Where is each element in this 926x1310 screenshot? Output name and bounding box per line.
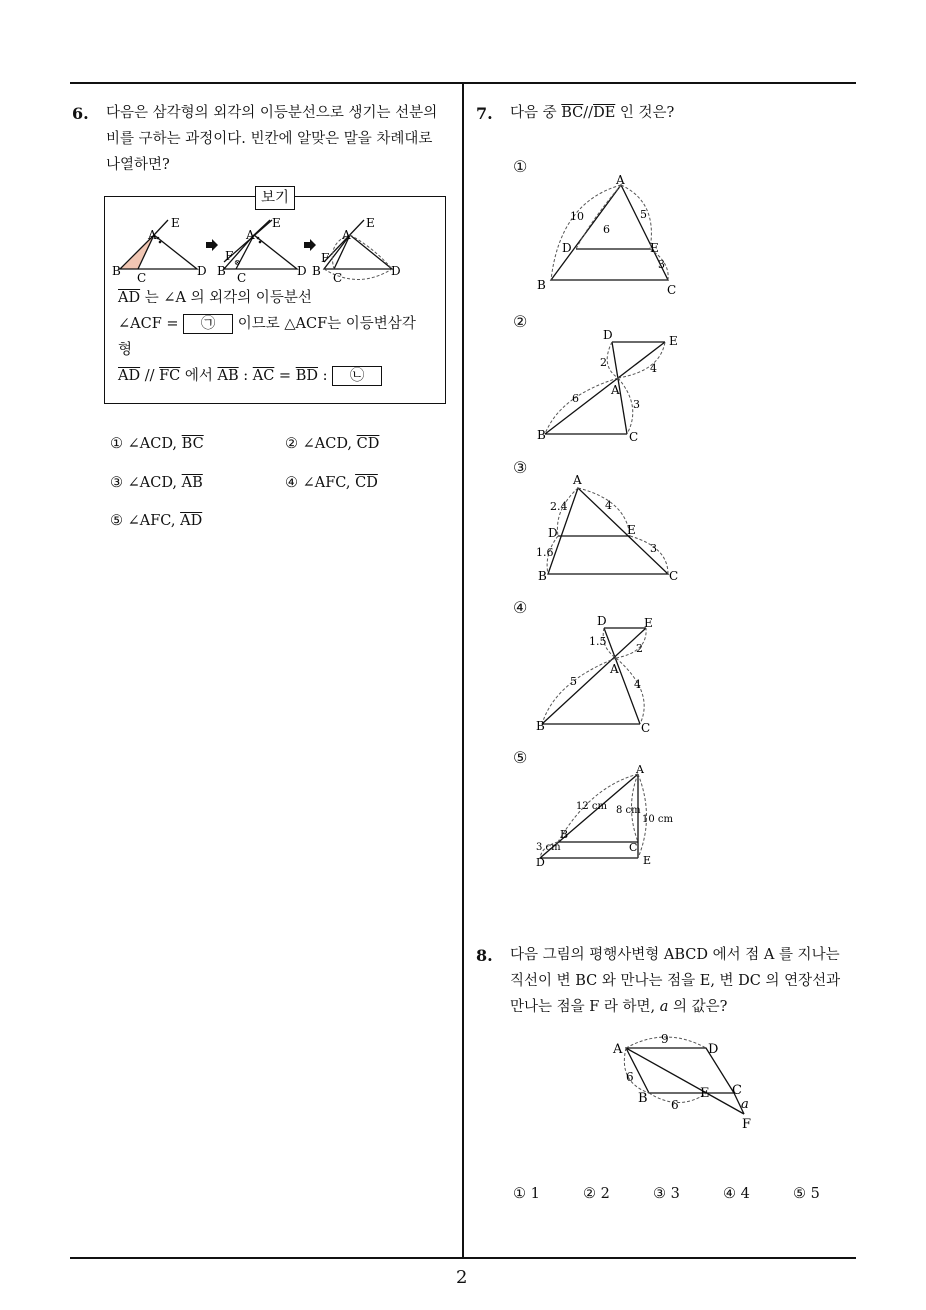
svg-text:D: D [603,328,613,342]
svg-text:E: E [650,241,659,255]
svg-text:1.5: 1.5 [589,635,607,648]
q6-choice-2[interactable]: ② ∠ACD, $\overline{CD}$ [285,436,380,452]
q6-number: 6. [72,104,89,123]
svg-text:B: B [536,719,545,733]
svg-text:2: 2 [636,642,643,655]
svg-text:3: 3 [633,398,640,411]
svg-text:B: B [112,264,121,278]
svg-text:B: B [537,428,546,442]
svg-text:A: A [610,662,619,676]
svg-text:E: E [669,334,678,348]
svg-text:D: D [536,856,545,869]
svg-text:E: E [272,216,281,230]
svg-text:8 cm: 8 cm [616,805,641,816]
svg-text:6: 6 [671,1098,679,1112]
q7-option-2-figure[interactable] [530,326,690,446]
svg-text:D: D [708,1042,719,1057]
svg-text:C: C [641,721,651,735]
q6-box-content [118,285,440,389]
svg-text:10: 10 [570,210,584,223]
q7-number: 7. [476,104,493,123]
svg-text:A: A [616,173,625,187]
q6-question-text [106,100,458,178]
svg-text:A: A [613,1042,623,1057]
q6-bisector-figure [112,212,412,284]
svg-text:E: E [627,523,636,537]
svg-text:D: D [548,526,558,540]
svg-text:4: 4 [605,499,612,512]
q8-choice-3[interactable]: ③ 3 [653,1186,680,1202]
svg-text:A: A [342,228,351,242]
svg-text:⊗: ⊗ [234,258,241,267]
svg-text:D: D [562,241,572,255]
q8-choice-1[interactable]: ① 1 [513,1186,540,1202]
svg-text:C: C [137,271,147,284]
arrow-right-icon [304,239,316,251]
svg-text:D: D [197,264,207,278]
svg-text:A: A [573,473,582,487]
svg-text:C: C [669,569,679,583]
svg-text:E: E [644,616,653,630]
svg-text:B: B [217,264,226,278]
q6-text-line3: 나열하면? [106,157,170,173]
svg-text:C: C [732,1083,742,1098]
q6-choice-4[interactable]: ④ ∠AFC, $\overline{CD}$ [285,475,378,491]
svg-text:3 cm: 3 cm [536,842,561,853]
svg-text:9: 9 [661,1032,669,1046]
q7-option-1-figure[interactable] [530,172,690,297]
svg-text:D: D [391,264,401,278]
svg-text:6: 6 [603,223,610,236]
q6-choice-3[interactable]: ③ ∠ACD, $\overline{AB}$ [110,475,203,491]
blank-2: ㉡ [332,366,382,386]
q6-text-line1: 다음은 삼각형의 외각의 이등분선으로 생기는 선분의 [106,105,438,121]
svg-text:E: E [366,216,375,230]
svg-text:C: C [667,283,677,297]
q6-box-line1: $\overline{AD}$ 는 ∠A 의 외각의 이등분선 [118,290,312,306]
svg-text:C: C [237,271,247,284]
svg-text:5: 5 [640,208,647,221]
q7-option-5-mark[interactable]: ⑤ [513,748,528,767]
svg-text:C: C [629,430,639,444]
q6-box-line4: $\overline{AD} // \overline{FC}$ 에서 $\overline{AB}$ : $\overline{AC} = \overline{BD}$ : ㉡ [118,363,440,389]
q7-option-2-mark[interactable]: ② [513,312,528,331]
q8-choice-4[interactable]: ④ 4 [723,1186,750,1202]
q8-choice-5[interactable]: ⑤ 5 [793,1186,820,1202]
svg-text:6: 6 [626,1070,634,1084]
q7-option-5-figure[interactable] [530,762,690,872]
svg-text:B: B [560,828,569,841]
q7-option-3-mark[interactable]: ③ [513,458,528,477]
q7-question-text: 다음 중 $\overline{BC}//\overline{DE}$ 인 것은? [510,105,675,121]
svg-text:a: a [741,1097,749,1112]
q6-choice-1[interactable]: ① ∠ACD, $\overline{BC}$ [110,436,204,452]
svg-text:B: B [538,569,547,583]
q7-option-4-mark[interactable]: ④ [513,598,528,617]
svg-text:5: 5 [570,675,577,688]
q6-choice-5[interactable]: ⑤ ∠AFC, $\overline{AD}$ [110,513,203,529]
svg-text:E: E [643,854,652,867]
svg-text:E: E [700,1086,710,1101]
svg-text:3: 3 [658,258,665,271]
svg-text:A: A [246,228,255,242]
svg-text:C: C [629,841,638,854]
svg-text:F: F [225,249,234,263]
svg-text:2.4: 2.4 [550,500,568,513]
svg-text:B: B [312,264,321,278]
svg-text:A: A [636,763,644,776]
blank-1: ㉠ [183,314,233,334]
q6-box-line3: 형 [118,342,133,358]
q8-choice-2[interactable]: ② 2 [583,1186,610,1202]
svg-text:10 cm: 10 cm [642,814,673,825]
svg-text:2: 2 [600,356,607,369]
q7-option-3-figure[interactable] [530,472,690,587]
svg-text:3: 3 [650,542,657,555]
svg-text:B: B [638,1091,648,1106]
page-number: 2 [456,1267,468,1288]
column-divider [462,82,464,1259]
svg-text:D: D [297,264,307,278]
q7-option-4-figure[interactable] [530,612,690,737]
q6-box-title: 보기 [255,186,295,210]
svg-text:C: C [333,271,343,284]
svg-text:B: B [537,278,546,292]
q8-question-text: 다음 그림의 평행사변형 ABCD 에서 점 A 를 지나는 직선이 변 BC 와 만나는 점을 E, 변 DC 의 연장선과 만나는 점을 F 라 하면, a 의 값은? [510,947,841,1015]
q7-option-1-mark[interactable]: ① [513,157,528,176]
svg-text:6: 6 [572,392,579,405]
svg-text:F: F [321,251,330,265]
q6-text-line2: 비를 구하는 과정이다. 빈칸에 알맞은 말을 차례대로 [106,131,433,147]
q8-parallelogram-figure [604,1024,774,1136]
q8-number: 8. [476,946,493,965]
svg-text:A: A [611,383,620,397]
svg-text:1.6: 1.6 [536,546,554,559]
svg-text:F: F [742,1117,752,1132]
svg-text:D: D [597,614,607,628]
q6-box-line2: ∠ACF = ㉠ 이므로 △ACF는 이등변삼각 [118,316,416,332]
svg-text:4: 4 [650,362,657,375]
svg-text:A: A [148,228,157,242]
svg-text:12 cm: 12 cm [576,801,607,812]
svg-text:4: 4 [634,678,641,691]
svg-text:E: E [171,216,180,230]
arrow-right-icon [206,239,218,251]
